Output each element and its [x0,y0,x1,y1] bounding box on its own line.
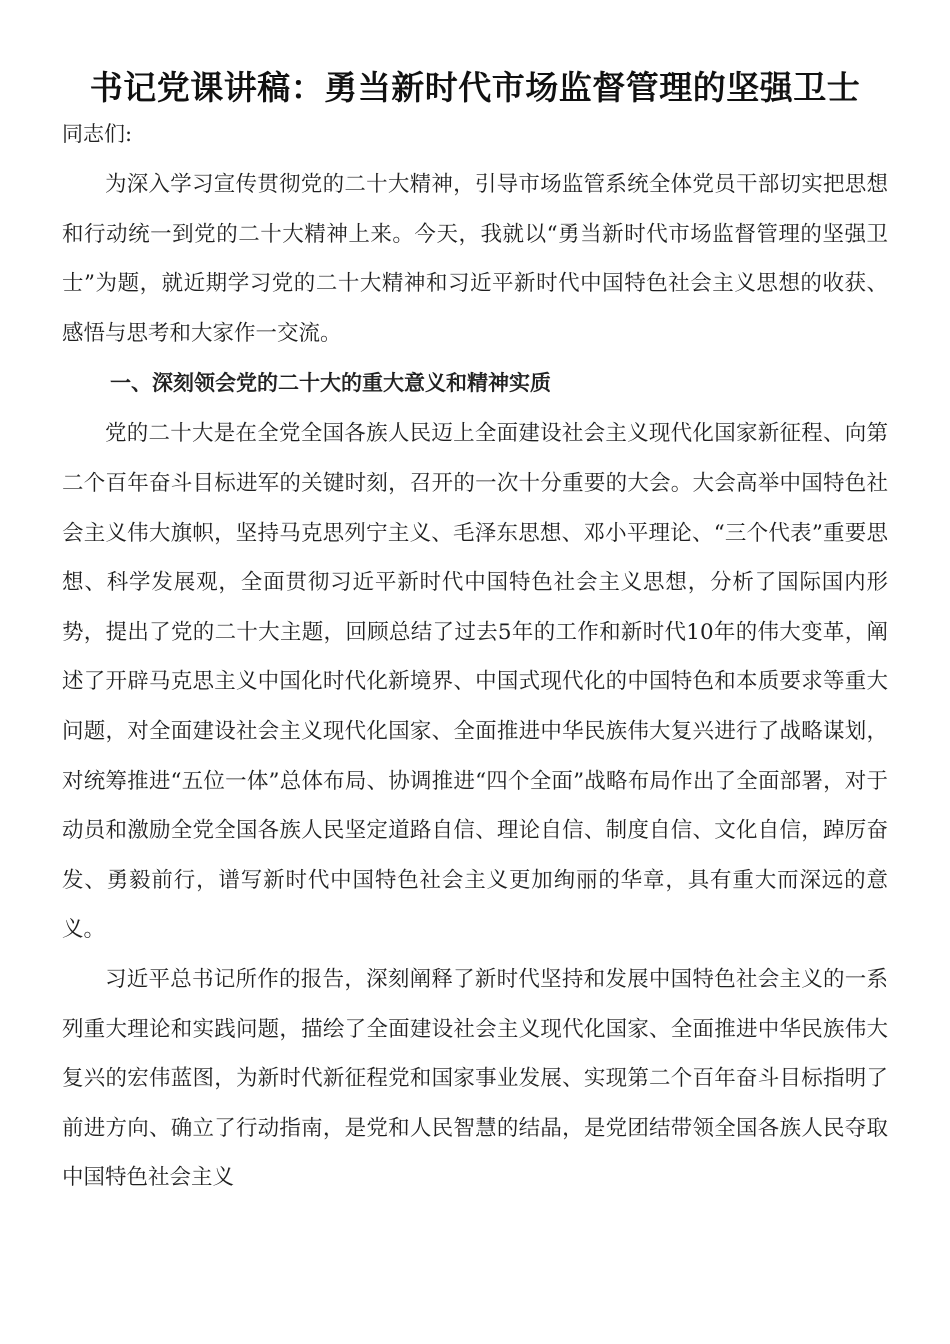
paragraph-report: 习近平总书记所作的报告，深刻阐释了新时代坚持和发展中国特色社会主义的一系列重大理论和实践问题，描绘了全面建设社会主义现代化国家、全面推进中华民族伟大复兴的宏伟蓝图，为新时代新征程党和国家事业发展、实现第二个百年奋斗目标指明了前进方向、确立了行动指南，是党和人民智慧的结晶，是党团结带领全国各族人民夺取中国特色社会主义 [62,966,888,1191]
salutation: 同志们: [62,122,133,146]
paragraph-intro: 为深入学习宣传贯彻党的二十大精神，引导市场监管系统全体党员干部切实把思想和行动统一到党的二十大精神上来。今天，我就以“勇当新时代市场监督管理的坚强卫士”为题，就近期学习党的二十大精神和习近平新时代中国特色社会主义思想的收获、感悟与思考和大家作一交流。 [62,172,888,346]
section-heading-1: 一、深刻领会党的二十大的重大意义和精神实质 [110,371,551,396]
document-title: 书记党课讲稿：勇当新时代市场监督管理的坚强卫士 [89,68,861,107]
paragraph-significance: 党的二十大是在全党全国各族人民迈上全面建设社会主义现代化国家新征程、向第二个百年奋斗目标进军的关键时刻，召开的一次十分重要的大会。大会高举中国特色社会主义伟大旗帜，坚持马克思列宁主义、毛泽东思想、邓小平理论、“三个代表”重要思想、科学发展观，全面贯彻习近平新时代中国特色社会主义思想，分析了国际国内形势，提出了党的二十大主题，回顾总结了过去5年的工作和新时代10年的伟大变革，阐述了开辟马克思主义中国化时代化新境界、中国式现代化的中国特色和本质要求等重大问题，对全面建设社会主义现代化国家、全面推进中华民族伟大复兴进行了战略谋划，对统筹推进“五位一体”总体布局、协调推进“四个全面”战略布局作出了全面部署，对于动员和激励全党全国各族人民坚定道路自信、理论自信、制度自信、文化自信，踔厉奋发、勇毅前行，谱写新时代中国特色社会主义更加绚丽的华章，具有重大而深远的意义。 [62,421,888,943]
